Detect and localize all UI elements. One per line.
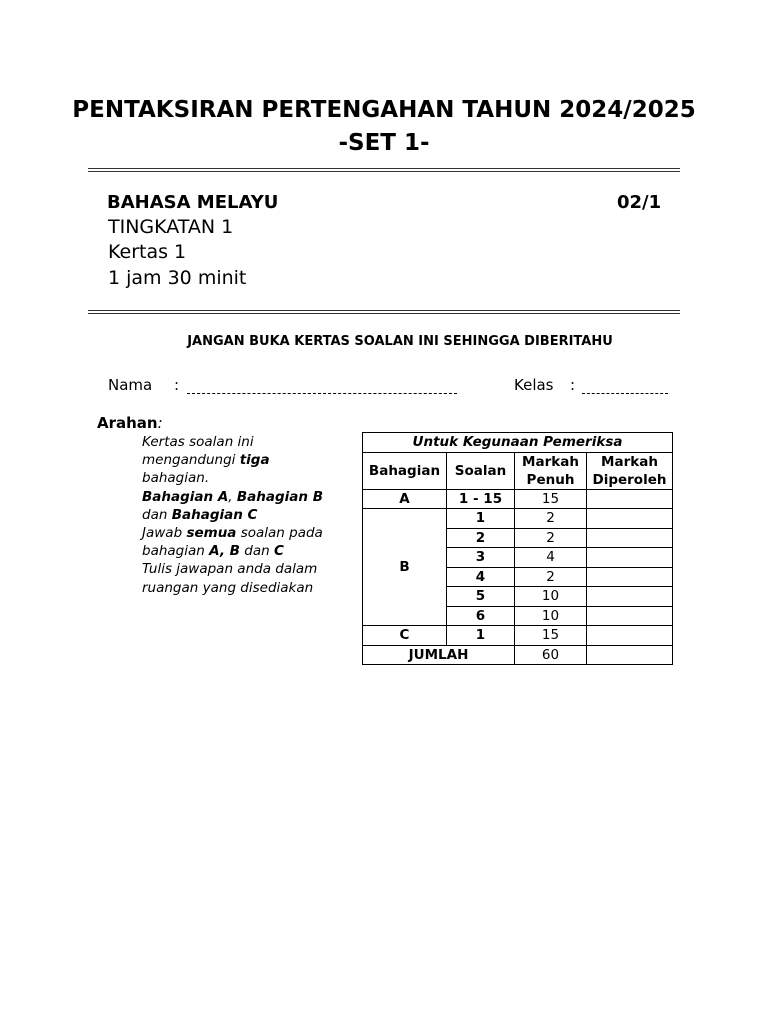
name-label: Nama — [108, 376, 153, 394]
exam-title: PENTAKSIRAN PERTENGAHAN TAHUN 2024/2025 — [72, 97, 696, 123]
full-mark-cell: 4 — [515, 548, 587, 568]
section-cell: C — [363, 626, 447, 646]
form-level: TINGKATAN 1 — [108, 216, 234, 238]
header-section: Bahagian — [363, 452, 447, 489]
table-total-row — [363, 645, 673, 665]
full-mark-cell: 10 — [515, 606, 587, 626]
class-colon: : — [570, 376, 576, 394]
section-cell: A — [363, 489, 447, 509]
total-label: JUMLAH — [363, 645, 515, 665]
question-cell: 4 — [447, 567, 515, 587]
table-row — [363, 489, 673, 509]
total-full-mark: 60 — [515, 645, 587, 665]
question-cell: 1 — [447, 626, 515, 646]
question-cell: 5 — [447, 587, 515, 607]
full-mark-cell: 10 — [515, 587, 587, 607]
divider-bottom — [88, 310, 680, 314]
obtained-mark-cell[interactable] — [587, 587, 673, 607]
obtained-mark-cell[interactable] — [587, 626, 673, 646]
obtained-mark-cell[interactable] — [587, 509, 673, 529]
header-question: Soalan — [447, 452, 515, 489]
divider-top — [88, 168, 680, 172]
name-field[interactable] — [187, 393, 457, 394]
table-title-row — [363, 433, 673, 453]
examiner-table — [362, 432, 673, 665]
full-mark-cell: 2 — [515, 509, 587, 529]
warning-notice: JANGAN BUKA KERTAS SOALAN INI SEHINGGA DIBERITAHU — [187, 334, 613, 349]
question-cell: 1 - 15 — [447, 489, 515, 509]
question-cell: 6 — [447, 606, 515, 626]
name-colon: : — [174, 376, 180, 394]
obtained-mark-cell[interactable] — [587, 548, 673, 568]
obtained-mark-cell[interactable] — [587, 567, 673, 587]
question-cell: 1 — [447, 509, 515, 529]
section-cell: B — [363, 509, 447, 626]
full-mark-cell: 2 — [515, 567, 587, 587]
instructions-heading: Arahan: — [97, 414, 163, 432]
exam-set: -SET 1- — [338, 130, 430, 156]
subject-name: BAHASA MELAYU — [107, 192, 279, 213]
obtained-mark-cell[interactable] — [587, 489, 673, 509]
class-field[interactable] — [582, 393, 668, 394]
full-mark-cell: 15 — [515, 489, 587, 509]
table-title: Untuk Kegunaan Pemeriksa — [363, 433, 673, 453]
duration: 1 jam 30 minit — [108, 267, 247, 289]
header-full-mark: Markah Penuh — [515, 452, 587, 489]
header-obtained-mark: Markah Diperoleh — [587, 452, 673, 489]
subject-code: 02/1 — [617, 192, 662, 213]
class-label: Kelas — [514, 376, 554, 394]
question-cell: 2 — [447, 528, 515, 548]
instructions-text: Kertas soalan ini mengandungi tiga bahagian. Bahagian A, Bahagian B dan Bahagian C Jawab semua soalan pada bahagian A, B dan C Tulis jawapan anda dalam ruangan yang disediakan — [142, 434, 323, 596]
obtained-mark-cell[interactable] — [587, 606, 673, 626]
table-row — [363, 509, 673, 529]
table-header-row — [363, 452, 673, 489]
full-mark-cell: 2 — [515, 528, 587, 548]
obtained-mark-cell[interactable] — [587, 528, 673, 548]
total-obtained-mark[interactable] — [587, 645, 673, 665]
full-mark-cell: 15 — [515, 626, 587, 646]
paper-number: Kertas 1 — [108, 241, 187, 263]
question-cell: 3 — [447, 548, 515, 568]
table-row — [363, 626, 673, 646]
